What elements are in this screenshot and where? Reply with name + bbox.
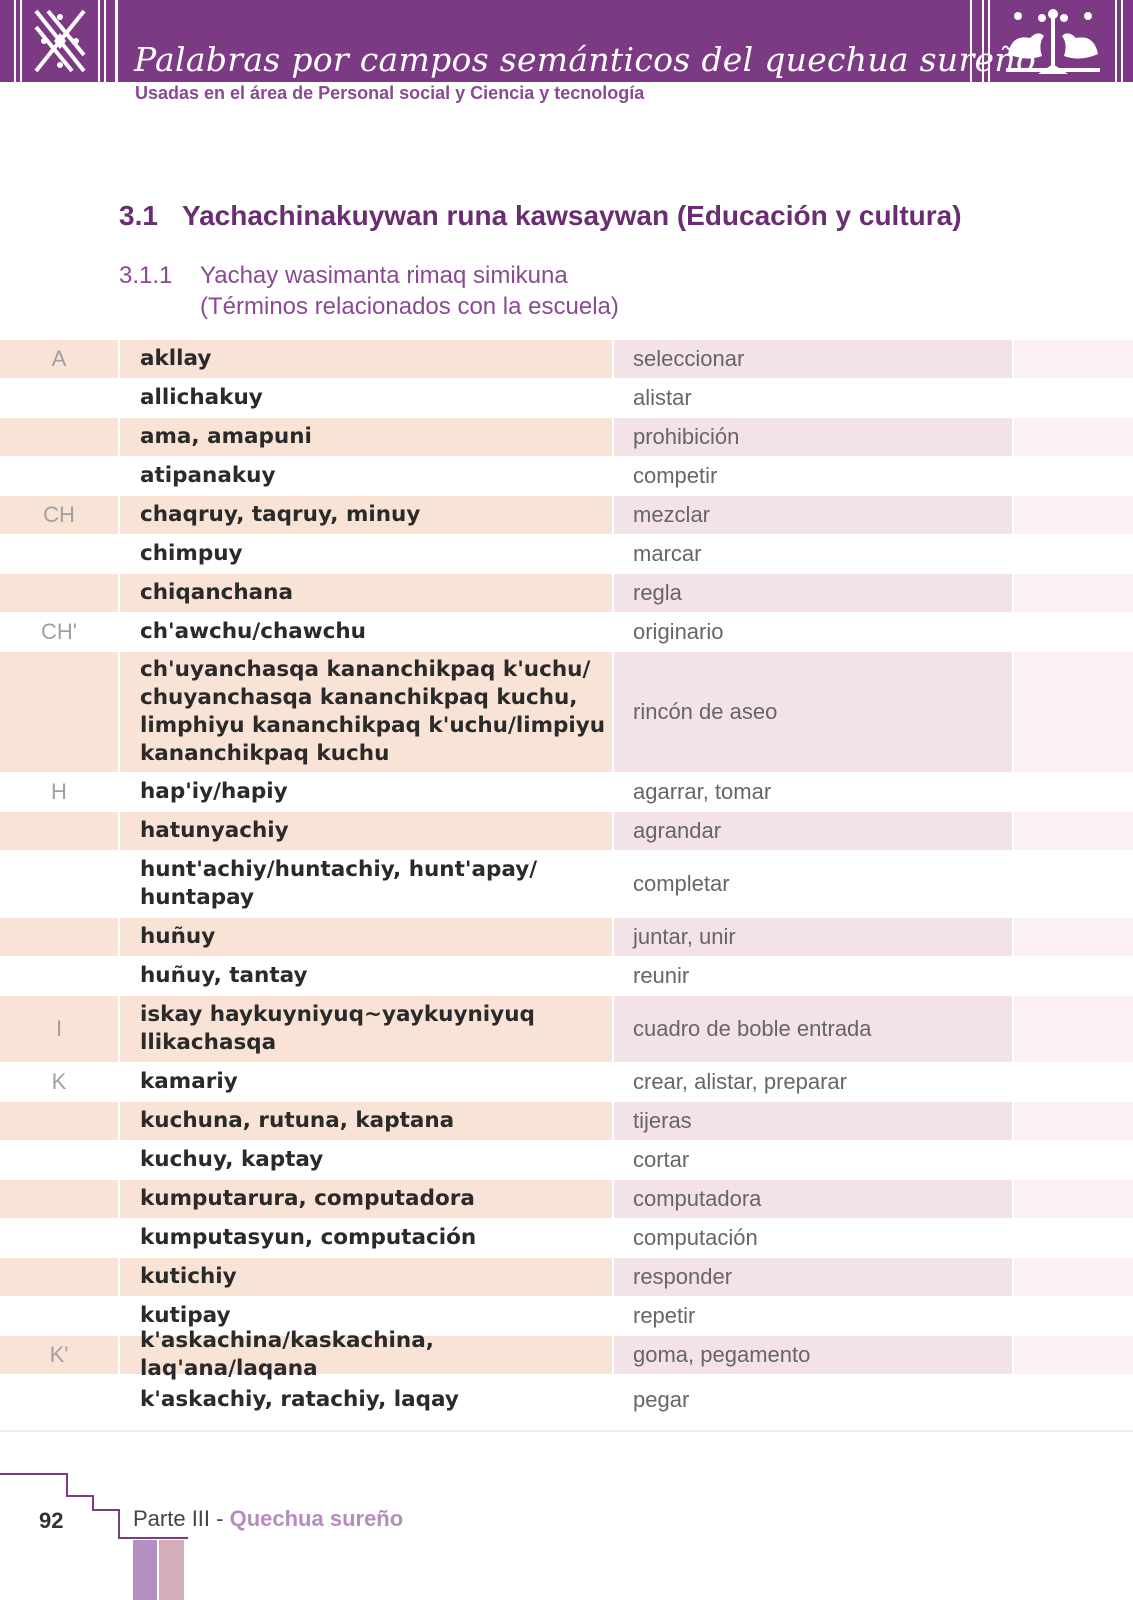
- table-row: [0, 1180, 1133, 1218]
- spanish-translation: goma, pegamento: [614, 1336, 1012, 1374]
- spanish-translation: mezclar: [614, 496, 1012, 534]
- quechua-term: chiqanchana: [120, 574, 612, 612]
- quechua-term: kuchuna, rutuna, kaptana: [120, 1102, 612, 1140]
- table-row: [0, 1328, 1133, 1381]
- letter-cell: [0, 1102, 118, 1140]
- spanish-translation: cortar: [633, 1147, 690, 1172]
- letter-cell: [0, 851, 118, 917]
- table-row: [0, 918, 1133, 956]
- table-row: [0, 340, 1133, 378]
- letter-cell: I: [0, 996, 118, 1062]
- table-row: [0, 1063, 1133, 1101]
- footer-part-name: Quechua sureño: [229, 1506, 404, 1531]
- quechua-term: ch'awchu/chawchu: [140, 619, 366, 644]
- letter-cell: [0, 418, 118, 456]
- letter-cell: CH': [41, 619, 77, 644]
- quechua-term: kumputarura, computadora: [120, 1180, 612, 1218]
- quechua-term: kutipay: [140, 1303, 231, 1328]
- letter-cell: [0, 1219, 118, 1257]
- table-row: [0, 1219, 1133, 1257]
- subsection-number: 3.1.1: [119, 262, 173, 289]
- footer-step-line: [66, 1473, 68, 1497]
- header-subtitle: Usadas en el área de Personal social y Ciencia y tecnología: [135, 83, 645, 103]
- spanish-translation: computadora: [614, 1180, 1012, 1218]
- quechua-term: hunt'achiy/huntachiy, hunt'apay/ huntapay: [140, 857, 538, 910]
- table-row: [0, 535, 1133, 573]
- table-row: [0, 773, 1133, 811]
- footer-step-line: [66, 1495, 94, 1497]
- letter-cell: [0, 957, 118, 995]
- section-title: Yachachinakuywan runa kawsaywan (Educación y cultura): [181, 200, 962, 231]
- table-row: [0, 574, 1133, 612]
- quechua-term: kamariy: [140, 1069, 238, 1094]
- table-row: [0, 379, 1133, 417]
- table-row: [0, 1375, 1133, 1425]
- spanish-translation: tijeras: [614, 1102, 1012, 1140]
- quechua-term: huñuy, tantay: [140, 963, 308, 988]
- section-heading: [119, 200, 962, 232]
- spanish-translation: pegar: [633, 1387, 690, 1412]
- quechua-term: kumputasyun, computación: [140, 1225, 477, 1250]
- quechua-term: atipanakuy: [140, 463, 276, 488]
- spanish-translation: originario: [633, 619, 724, 644]
- spanish-translation: rincón de aseo: [614, 652, 1012, 772]
- quechua-term: akllay: [120, 340, 612, 378]
- quechua-term: ch'uyanchasqa kananchikpaq k'uchu/ chuyanchasqa kananchikpaq kuchu, limphiyu kananchikpaq k'uchu/limpiyu kananchikpaq kuchu: [120, 652, 612, 772]
- letter-cell: [0, 1375, 118, 1425]
- quechua-term: kutichiy: [120, 1258, 612, 1296]
- vocabulary-table: [0, 340, 1133, 1425]
- quechua-term: iskay haykuyniyuq~yaykuyniyuq llikachasqa: [120, 996, 612, 1062]
- letter-cell: [0, 457, 118, 495]
- header-divider: [115, 0, 118, 82]
- header-left-motif: [0, 0, 120, 82]
- spanish-translation: responder: [614, 1258, 1012, 1296]
- subsection-title: Yachay wasimanta rimaq simikuna: [200, 262, 568, 289]
- spanish-translation: prohibición: [614, 418, 1012, 456]
- section-number: 3.1: [119, 200, 158, 231]
- spanish-translation: reunir: [633, 963, 690, 988]
- quechua-term: k'askachiy, ratachiy, laqay: [140, 1387, 459, 1412]
- quechua-term: hatunyachiy: [120, 812, 612, 850]
- letter-cell: [0, 379, 118, 417]
- table-row: [0, 652, 1133, 772]
- letter-cell: K: [51, 1069, 67, 1094]
- quechua-term: huñuy: [120, 918, 612, 956]
- letter-cell: A: [0, 340, 118, 378]
- table-row: [0, 1141, 1133, 1179]
- table-row: [0, 1102, 1133, 1140]
- footer-step-line: [92, 1509, 120, 1511]
- table-bottom-rule: [0, 1430, 1133, 1432]
- spanish-translation: cuadro de boble entrada: [614, 996, 1012, 1062]
- letter-cell: [0, 535, 118, 573]
- letter-cell: [0, 574, 118, 612]
- table-row: [0, 851, 1133, 917]
- table-row: [0, 812, 1133, 850]
- header-title: Palabras por campos semánticos del quechua sureño: [134, 40, 1037, 79]
- quechua-term: ama, amapuni: [120, 418, 612, 456]
- quechua-term: k'askachina/kaskachina, laq'ana/laqana: [120, 1336, 612, 1374]
- table-row: [0, 957, 1133, 995]
- spanish-translation: alistar: [633, 385, 692, 410]
- table-row: [0, 996, 1133, 1062]
- letter-cell: [0, 1141, 118, 1179]
- footer-bar: [159, 1540, 184, 1600]
- letter-cell: K': [0, 1336, 118, 1374]
- letter-cell: H: [51, 779, 67, 804]
- spanish-translation: regla: [614, 574, 1012, 612]
- table-row: [0, 613, 1133, 651]
- footer-step-line: [0, 1473, 68, 1475]
- spanish-translation: competir: [633, 463, 718, 488]
- letter-cell: [0, 1297, 118, 1335]
- spanish-translation: computación: [633, 1225, 758, 1250]
- spanish-translation: seleccionar: [614, 340, 1012, 378]
- page-number: 92: [39, 1508, 64, 1533]
- table-row: [0, 1258, 1133, 1296]
- spanish-translation: completar: [633, 871, 730, 896]
- subsection-title-translation: (Términos relacionados con la escuela): [200, 293, 619, 320]
- quechua-term: chimpuy: [140, 541, 243, 566]
- table-row: [0, 457, 1133, 495]
- letter-cell: [0, 812, 118, 850]
- spanish-translation: crear, alistar, preparar: [633, 1069, 847, 1094]
- spanish-translation: repetir: [633, 1303, 696, 1328]
- quechua-term: hap'iy/hapiy: [140, 779, 288, 804]
- letter-cell: [0, 1180, 118, 1218]
- spanish-translation: marcar: [633, 541, 702, 566]
- spanish-translation: juntar, unir: [614, 918, 1012, 956]
- letter-cell: [0, 918, 118, 956]
- table-row: [0, 418, 1133, 456]
- letter-cell: [0, 652, 118, 772]
- letter-cell: [0, 1258, 118, 1296]
- table-row: [0, 496, 1133, 534]
- letter-cell: CH: [0, 496, 118, 534]
- quechua-term: kuchuy, kaptay: [140, 1147, 324, 1172]
- footer-bar: [133, 1540, 157, 1600]
- quechua-term: allichakuy: [140, 385, 263, 410]
- spanish-translation: agrandar: [614, 812, 1012, 850]
- spanish-translation: agarrar, tomar: [633, 779, 772, 804]
- footer-part-label: Parte III - Quechua sureño: [133, 1506, 404, 1531]
- footer-step-line: [118, 1509, 120, 1539]
- quechua-term: chaqruy, taqruy, minuy: [120, 496, 612, 534]
- footer-step-line: [118, 1537, 188, 1539]
